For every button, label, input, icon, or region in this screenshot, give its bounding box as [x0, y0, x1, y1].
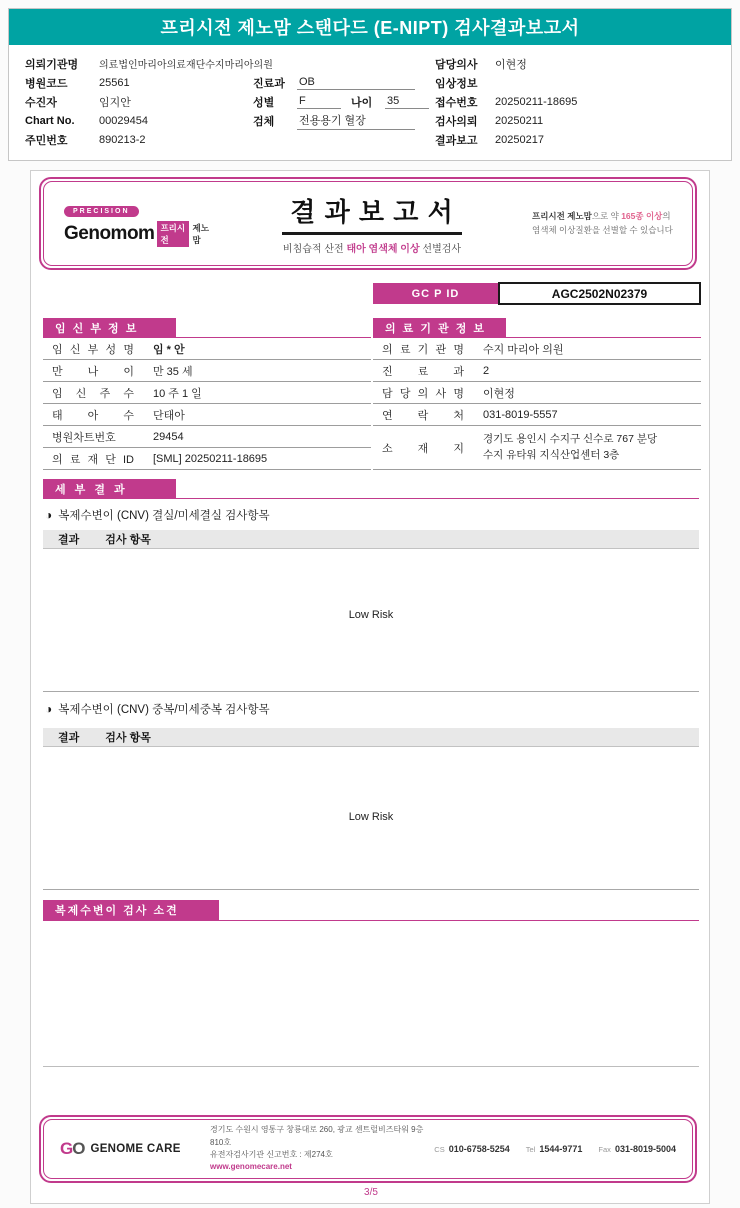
row-label: 임 신 부 성 명	[52, 343, 134, 356]
contact-cs	[434, 1144, 509, 1154]
section-divider	[43, 498, 699, 499]
brand-name-line	[64, 221, 212, 247]
report-page	[30, 170, 710, 1204]
row-value: 031-8019-5557	[483, 408, 558, 421]
address-line1: 경기도 용인시 수지구 신수로 767 분당	[483, 433, 658, 446]
column-header-result: 결과	[58, 534, 80, 546]
page-number: 3/5	[364, 1187, 378, 1198]
field-row-resident-no	[25, 130, 253, 149]
brand-logo	[44, 200, 212, 247]
result-table-header	[43, 728, 699, 747]
field-label: 수진자	[25, 96, 57, 109]
field-label: 결과보고	[435, 134, 478, 147]
row-value: 10 주 1 일	[153, 387, 202, 400]
horizontal-divider	[43, 1066, 699, 1067]
report-note-line2: 염색체 이상질환을 선별할 수 있습니다	[532, 224, 673, 235]
row-value: 만 35 세	[153, 365, 193, 378]
horizontal-divider	[43, 889, 699, 890]
footer-contacts	[434, 1144, 676, 1154]
footer-address-block	[210, 1124, 434, 1174]
horizontal-divider	[43, 691, 699, 692]
contact-label: CS	[434, 1145, 445, 1154]
field-label: 성별	[253, 96, 275, 109]
field-label: 나이	[351, 96, 373, 109]
table-row	[43, 426, 371, 448]
result-value-low-risk: Low Risk	[348, 609, 394, 621]
contact-label: Tel	[525, 1145, 536, 1154]
contact-tel	[526, 1144, 583, 1154]
subtitle-post: 선별검사	[419, 244, 462, 255]
column-header-result: 결과	[58, 732, 80, 744]
brand-kr-name: 제노맘	[192, 223, 209, 245]
section-divider	[43, 920, 699, 921]
field-value: OB	[297, 76, 415, 90]
note-end: 의	[662, 210, 671, 221]
section-header-cnv-findings: 복제수변이 검사 소견	[43, 900, 219, 920]
cnv-heading-text: 복제수변이 (CNV) 결실/미세결실 검사항목	[58, 510, 270, 522]
field-label: Chart No.	[25, 114, 75, 127]
contact-label: Fax	[598, 1145, 611, 1154]
brand-name: Genomom	[64, 223, 155, 244]
info-column-middle	[253, 54, 435, 149]
note-mid: 으로 약	[591, 210, 622, 221]
field-value: 이현정	[495, 58, 527, 71]
report-subtitle	[212, 240, 532, 255]
report-title-block	[212, 192, 532, 255]
gcpid-value: AGC2502N02379	[498, 282, 701, 305]
field-label: 진료과	[253, 77, 285, 90]
cnv-heading-text: 복제수변이 (CNV) 중복/미세중복 검사항목	[58, 704, 270, 716]
row-label: 담 당 의 사 명	[382, 387, 464, 400]
info-column-right	[435, 54, 715, 149]
field-value: F	[297, 95, 341, 109]
document-header-block	[8, 8, 732, 161]
contact-value: 031-8019-5004	[614, 1144, 676, 1154]
field-label: 검체	[253, 115, 275, 128]
row-label: 소 재 지	[382, 442, 464, 455]
footer-box	[39, 1115, 697, 1183]
footer-inner	[43, 1119, 693, 1179]
half-circle-icon: ◑	[45, 702, 53, 716]
field-row-doctor	[435, 54, 715, 73]
brand-kr-tag: 프리시전	[157, 221, 189, 247]
field-value: 임지안	[99, 96, 131, 109]
table-row	[43, 382, 371, 404]
maternal-info-table	[43, 338, 371, 470]
report-title-box-inner	[43, 181, 693, 266]
table-row	[373, 338, 701, 360]
half-circle-icon: ◑	[45, 508, 53, 522]
address-line2: 수지 유타워 지식산업센터 3층	[483, 448, 620, 461]
section-header-maternal-info: 임 신 부 정 보	[43, 318, 176, 337]
patient-info-grid	[9, 45, 731, 160]
note-emphasis: 165종 이상	[621, 210, 663, 221]
footer-address-line2: 유전자검사기관 신고번호 : 제274호	[210, 1150, 333, 1159]
field-row-chart-no	[25, 111, 253, 130]
field-row-department	[253, 73, 435, 92]
table-row	[43, 338, 371, 360]
genome-care-logo	[60, 1139, 210, 1159]
row-value: 단태아	[153, 409, 185, 422]
report-title-box	[39, 177, 697, 270]
clinic-info-table	[373, 338, 701, 470]
footer-address-line1: 경기도 수원시 영통구 창룡대로 260, 광교 센트럴비즈타워 9층 810호	[210, 1125, 424, 1147]
field-row-receipt-no	[435, 92, 715, 111]
row-value: 2	[483, 364, 490, 377]
row-value	[473, 432, 657, 462]
report-note	[532, 210, 692, 237]
cnv-duplication-heading	[45, 701, 270, 717]
column-header-test-item: 검사 항목	[105, 732, 151, 744]
column-header-test-item: 검사 항목	[105, 534, 151, 546]
field-row-requesting-org	[25, 54, 273, 73]
website-link[interactable]: www.genomecare.net	[210, 1162, 292, 1172]
row-label: 태 아 수	[52, 409, 134, 422]
gcpid-label: GC P ID	[373, 283, 498, 304]
cnv-deletion-heading	[45, 507, 270, 523]
field-row-hospital-code	[25, 73, 253, 92]
row-label: 진 료 과	[382, 365, 464, 378]
field-value: 890213-2	[99, 133, 146, 146]
field-row-request-date	[435, 111, 715, 130]
table-row	[43, 448, 371, 470]
contact-fax	[598, 1144, 676, 1154]
row-value: 29454	[153, 430, 184, 443]
report-title: 결 과 보 고 서	[282, 192, 461, 235]
row-label: 만 나 이	[52, 365, 134, 378]
row-value: 이현정	[483, 387, 515, 400]
genome-care-logo-icon: GO	[60, 1139, 85, 1158]
field-row-clinical-info	[435, 73, 715, 92]
field-label: 병원코드	[25, 77, 68, 90]
contact-value: 1544-9771	[539, 1144, 583, 1154]
row-value: [SML] 20250211-18695	[153, 452, 268, 465]
table-row	[373, 404, 701, 426]
note-bold: 프리시전 제노맘	[532, 210, 592, 221]
field-row-specimen	[253, 111, 435, 130]
row-label: 의 료 재 단 ID	[52, 453, 134, 466]
table-row	[43, 404, 371, 426]
field-label: 검사의뢰	[435, 115, 478, 128]
field-row-sex-age	[253, 92, 435, 111]
row-label: 의 료 기 관 명	[382, 343, 464, 356]
table-row	[373, 382, 701, 404]
table-row	[373, 426, 701, 470]
report-note-line1	[532, 210, 678, 224]
row-value: 수지 마리아 의원	[483, 343, 564, 356]
field-value: 20250217	[495, 133, 544, 146]
field-row-report-date	[435, 130, 715, 149]
field-label: 의뢰기관명	[25, 58, 79, 71]
field-value: 20250211-18695	[495, 95, 578, 108]
field-label: 접수번호	[435, 96, 478, 109]
field-label: 담당의사	[435, 58, 478, 71]
subtitle-emphasis: 태아 염색체 이상	[346, 244, 420, 255]
row-label: 임 신 주 수	[52, 387, 134, 400]
table-row	[373, 360, 701, 382]
subtitle-pre: 비침습적 산전	[282, 244, 347, 255]
section-header-detailed-results: 세 부 결 과	[43, 479, 176, 498]
field-value: 00029454	[99, 114, 148, 127]
section-header-clinic-info: 의 료 기 관 정 보	[373, 318, 506, 337]
field-row-patient-name	[25, 92, 253, 111]
field-value: 35	[385, 95, 429, 109]
row-label: 병원차트번호	[52, 431, 116, 444]
field-value: 전용용기 혈장	[297, 112, 415, 130]
result-table-header	[43, 530, 699, 549]
contact-value: 010-6758-5254	[448, 1144, 510, 1154]
result-value-low-risk: Low Risk	[348, 811, 394, 823]
field-value: 25561	[99, 76, 130, 89]
row-value: 임 * 안	[153, 343, 185, 356]
precision-badge-icon: PRECISION	[64, 206, 139, 217]
field-label: 임상정보	[435, 77, 478, 90]
document-title: 프리시전 제노맘 스탠다드 (E-NIPT) 검사결과보고서	[9, 9, 731, 45]
table-row	[43, 360, 371, 382]
field-value: 20250211	[495, 114, 544, 127]
row-label: 연 락 처	[382, 409, 464, 422]
field-value: 의료법인마리아의료재단수지마리아의원	[99, 60, 273, 71]
genome-care-logo-text: GENOME CARE	[90, 1143, 181, 1155]
field-label: 주민번호	[25, 134, 68, 147]
